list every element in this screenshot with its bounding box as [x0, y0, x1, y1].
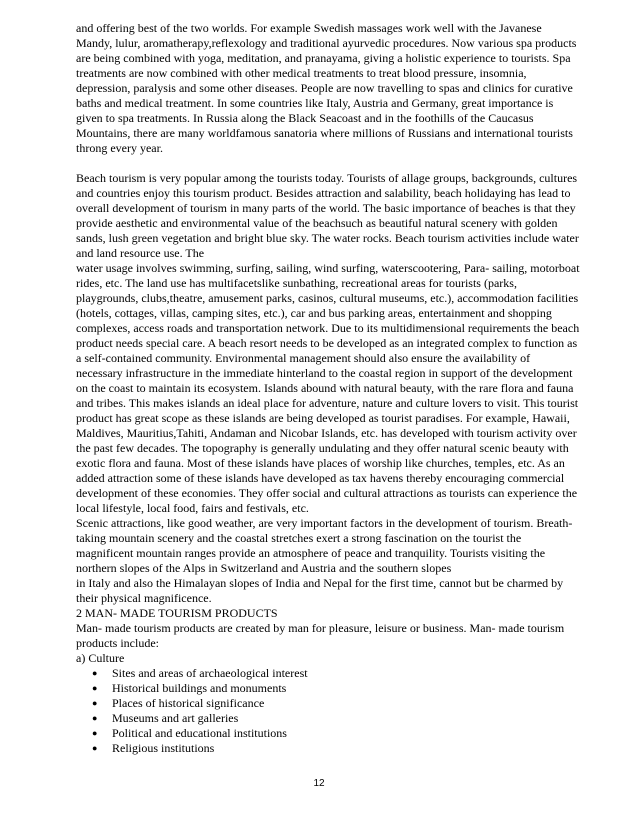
text-line: Mandy, lulur, aromatherapy,reflexology and traditional ayurvedic procedures. Now various spa products	[76, 36, 577, 50]
text-line: sands, lush green vegetation and bright blue sky. The water rocks. Beach tourism activities include water	[76, 231, 579, 245]
list-item-text: Places of historical significance	[112, 696, 265, 710]
bullet-icon: ●	[92, 683, 98, 693]
list-item-text: Museums and art galleries	[112, 711, 239, 725]
list-item	[76, 726, 600, 741]
text-line: and tribes. This makes islands an ideal place for adventure, nature and culture lovers to visit. This tourist	[76, 396, 579, 410]
list-item	[76, 711, 600, 726]
list-item	[76, 696, 600, 711]
paragraph-beach	[76, 171, 600, 516]
paragraph-spa	[76, 21, 600, 156]
text-line: playgrounds, clubs,theatre, amusement parks, casinos, cultural museums, etc.), accommodation facilities	[76, 291, 579, 305]
text-line: Scenic attractions, like good weather, are very important factors in the development of tourism. Breath-	[76, 516, 573, 530]
list-heading: a) Culture	[76, 651, 125, 665]
page-number: 12	[313, 778, 325, 789]
text-line: depression, paralysis and some other diseases. People are now travelling to spas and clinics for curative	[76, 81, 573, 95]
text-line: Beach tourism is very popular among the tourists today. Tourists of allage groups, backgrounds, cultures	[76, 171, 578, 185]
text-line: a self-contained community. Environmental management should also ensure the availability of	[76, 351, 531, 365]
document-page	[76, 21, 600, 756]
text-line: northern slopes of the Alps in Switzerland and Austria and the southern slopes	[76, 561, 452, 575]
text-line: necessary infrastructure in the immediate hinterland to the coastal region in support of the development	[76, 366, 573, 380]
text-line: on the coast to maintain its ecosystem. Islands abound with natural beauty, with the rare flora and fauna	[76, 381, 574, 395]
bullet-icon: ●	[92, 743, 98, 753]
text-line: magnificent mountain ranges provide an atmosphere of peace and tranquility. Tourists visiting the	[76, 546, 546, 560]
text-line: and land resource use. The	[76, 246, 205, 260]
bullet-icon: ●	[92, 713, 98, 723]
bullet-icon: ●	[92, 698, 98, 708]
text-line: provide aesthetic and environmental value of the beachsuch as beautiful natural scenery with golden	[76, 216, 558, 230]
text-line: Man- made tourism products are created by man for pleasure, leisure or business. Man- made tourism	[76, 621, 565, 635]
list-item-text: Political and educational institutions	[112, 726, 287, 740]
bullet-icon: ●	[92, 668, 98, 678]
text-line: their physical magnificence.	[76, 591, 212, 605]
text-line: products include:	[76, 636, 159, 650]
text-line: in Italy and also the Himalayan slopes of India and Nepal for the first time, cannot but be charmed by	[76, 576, 564, 590]
text-line: product has great scope as these islands are being developed as tourist paradises. For example, Hawaii,	[76, 411, 570, 425]
list-item	[76, 741, 600, 756]
text-line: are being combined with yoga, meditation, and pranayama, giving a holistic experience to tourists. Spa	[76, 51, 571, 65]
bullet-icon: ●	[92, 728, 98, 738]
paragraph-gap	[76, 156, 600, 171]
text-line: (hotels, cottages, villas, camping sites, etc.), car and bus parking areas, entertainment and shopping	[76, 306, 552, 320]
section-heading: 2 MAN- MADE TOURISM PRODUCTS	[76, 606, 278, 620]
text-line: Maldives, Mauritius,Tahiti, Andaman and Nicobar Islands, etc. has developed with tourism activity over	[76, 426, 577, 440]
text-line: Mountains, there are many worldfamous sanatoria where millions of Russians and international tourists	[76, 126, 573, 140]
text-line: given to spa treatments. In Russia along the Black Seacoast and in the foothills of the Caucasus	[76, 111, 534, 125]
text-line: throng every year.	[76, 141, 163, 155]
text-line: and offering best of the two worlds. For example Swedish massages work well with the Javanese	[76, 21, 542, 35]
text-line: the past few decades. The topography is generally undulating and they offer natural scenic beauty with	[76, 441, 569, 455]
text-line: overall development of tourism in many parts of the world. The basic importance of beaches is that they	[76, 201, 576, 215]
list-item-text: Historical buildings and monuments	[112, 681, 287, 695]
paragraph-manmade	[76, 621, 600, 651]
text-line: treatments are now combined with other medical treatments to treat blood pressure, insomnia,	[76, 66, 527, 80]
list-item-text: Sites and areas of archaeological interest	[112, 666, 308, 680]
text-line: complexes, access roads and transportation network. Due to its multidimensional requirements the beach	[76, 321, 580, 335]
text-line: and countries enjoy this tourism product. Besides attraction and salability, beach holidaying has lead to	[76, 186, 571, 200]
text-line: exotic flora and fauna. Most of these islands have places of worship like churches, temples, etc. As an	[76, 456, 565, 470]
text-line: development of these economies. They offer social and cultural attractions as tourists can experience the	[76, 486, 578, 500]
paragraph-scenic	[76, 516, 600, 606]
list-item-text: Religious institutions	[112, 741, 215, 755]
text-line: product needs special care. A beach resort needs to be developed as an integrated complex to function as	[76, 336, 578, 350]
culture-list	[76, 666, 600, 756]
text-line: rides, etc. The land use has multifacetslike sunbathing, recreational areas for tourists (parks,	[76, 276, 517, 290]
text-line: added attraction some of these islands have developed as tax havens thereby encouraging commercial	[76, 471, 565, 485]
list-item	[76, 681, 600, 696]
text-line: water usage involves swimming, surfing, sailing, wind surfing, waterscootering, Para- sailing, motorboat	[76, 261, 580, 275]
text-line: baths and medical treatment. In some countries like Italy, Austria and Germany, great importance is	[76, 96, 554, 110]
list-item	[76, 666, 600, 681]
text-line: taking mountain scenery and the coastal stretches exert a strong fascination on the tourist the	[76, 531, 522, 545]
text-line: local lifestyle, local food, fairs and festivals, etc.	[76, 501, 309, 515]
